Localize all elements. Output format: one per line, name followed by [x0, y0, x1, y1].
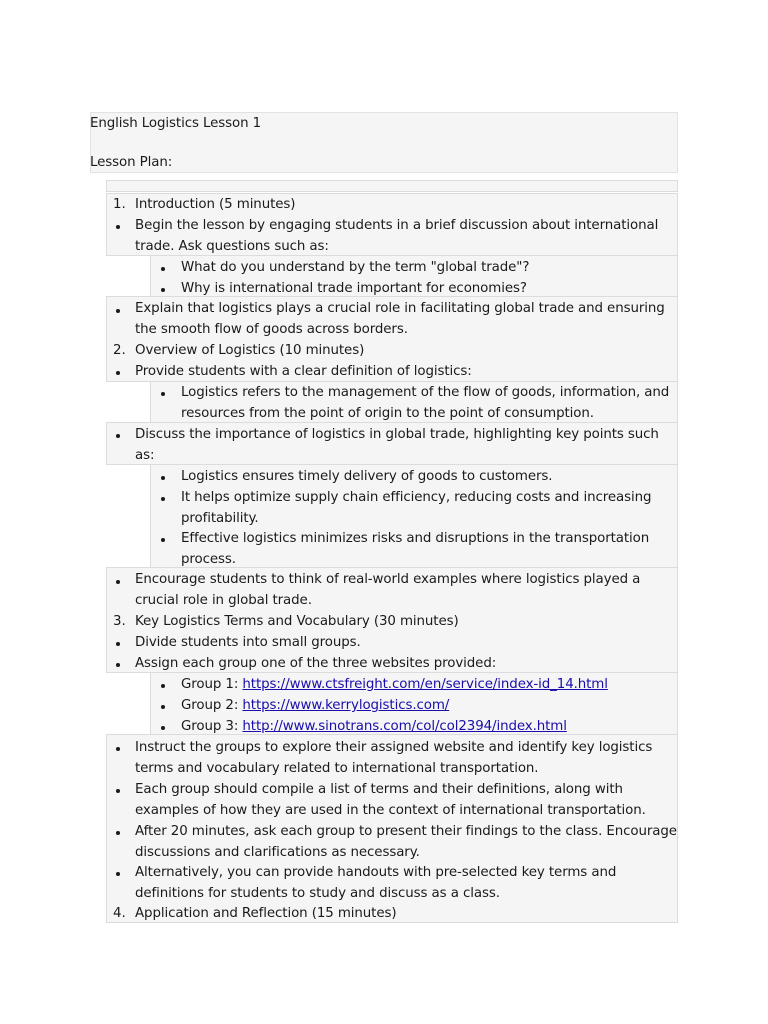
bullet-icon — [161, 497, 165, 501]
sub-list-item: Logistics refers to the management of the flow of goods, information, and — [181, 385, 670, 400]
bullet-icon — [161, 705, 165, 709]
bullet-icon — [161, 267, 165, 271]
list-item: Alternatively, you can provide handouts with pre-selected key terms and — [135, 865, 617, 880]
group-3-link[interactable]: http://www.sinotrans.com/col/col2394/index.html — [242, 719, 567, 734]
bullet-icon — [161, 476, 165, 480]
list-item-continued: crucial role in global trade. — [135, 593, 312, 608]
group-1-link[interactable]: https://www.ctsfreight.com/en/service/index-id_14.html — [242, 677, 608, 692]
list-number: 1. — [113, 197, 126, 212]
list-item-continued: examples of how they are used in the context of international transportation. — [135, 803, 646, 818]
sub-list-item — [181, 696, 449, 717]
bullet-icon — [116, 434, 120, 438]
bullet-icon — [116, 225, 120, 229]
bullet-icon — [116, 371, 120, 375]
sub-list-item-continued: process. — [181, 552, 236, 567]
list-item: Overview of Logistics (10 minutes) — [135, 343, 365, 358]
bullet-icon — [116, 747, 120, 751]
document-title: English Logistics Lesson 1 — [90, 116, 262, 131]
lesson-plan-heading: Lesson Plan: — [90, 155, 173, 170]
list-item-continued: definitions for students to study and discuss as a class. — [135, 886, 500, 901]
list-item: Each group should compile a list of terms and their definitions, along with — [135, 782, 623, 797]
list-item: After 20 minutes, ask each group to present their findings to the class. Encourage — [135, 824, 677, 839]
group-label: Group 1: — [181, 677, 243, 692]
sub-list-item: It helps optimize supply chain efficiency, reducing costs and increasing — [181, 490, 652, 505]
sub-list-item-continued: resources from the point of origin to the point of consumption. — [181, 406, 594, 421]
bullet-icon — [161, 726, 165, 730]
list-item: Discuss the importance of logistics in global trade, highlighting key points such — [135, 427, 659, 442]
bullet-icon — [161, 288, 165, 292]
sub-list-item: Effective logistics minimizes risks and disruptions in the transportation — [181, 531, 650, 546]
list-number: 2. — [113, 343, 126, 358]
bullet-icon — [161, 392, 165, 396]
list-item: Introduction (5 minutes) — [135, 197, 296, 212]
list-item: Assign each group one of the three websites provided: — [135, 656, 497, 671]
list-item: Provide students with a clear definition of logistics: — [135, 364, 472, 379]
bullet-icon — [116, 663, 120, 667]
bullet-icon — [116, 872, 120, 876]
bullet-icon — [116, 580, 120, 584]
sub-list-item — [181, 675, 608, 696]
bullet-icon — [161, 538, 165, 542]
group-2-link[interactable]: https://www.kerrylogistics.com/ — [242, 698, 450, 713]
group-label: Group 2: — [181, 698, 243, 713]
bullet-icon — [161, 684, 165, 688]
list-item: Begin the lesson by engaging students in a brief discussion about international — [135, 218, 659, 233]
list-number: 3. — [113, 614, 126, 629]
list-item: Divide students into small groups. — [135, 635, 361, 650]
list-item-continued: the smooth flow of goods across borders. — [135, 322, 408, 337]
list-item: Encourage students to think of real-world examples where logistics played a — [135, 572, 641, 587]
group-label: Group 3: — [181, 719, 243, 734]
bullet-icon — [116, 831, 120, 835]
list-item-continued: trade. Ask questions such as: — [135, 239, 329, 254]
list-item: Instruct the groups to explore their assigned website and identify key logistics — [135, 740, 653, 755]
bullet-icon — [116, 642, 120, 646]
bullet-icon — [116, 309, 120, 313]
sub-list-item: Logistics ensures timely delivery of goods to customers. — [181, 469, 553, 484]
list-item: Key Logistics Terms and Vocabulary (30 minutes) — [135, 614, 459, 629]
list-item-continued: terms and vocabulary related to international transportation. — [135, 761, 539, 776]
sub-list-item — [181, 717, 567, 738]
list-item: Application and Reflection (15 minutes) — [135, 906, 397, 921]
spacer-box — [106, 180, 678, 192]
sub-list-item-continued: profitability. — [181, 511, 259, 526]
sub-list-item: What do you understand by the term "global trade"? — [181, 260, 530, 275]
list-number: 4. — [113, 906, 126, 921]
list-item-continued: discussions and clarifications as necessary. — [135, 845, 420, 860]
sub-list-item: Why is international trade important for economies? — [181, 281, 527, 296]
bullet-icon — [116, 789, 120, 793]
list-item: Explain that logistics plays a crucial role in facilitating global trade and ensuring — [135, 301, 665, 316]
list-item-continued: as: — [135, 448, 155, 463]
